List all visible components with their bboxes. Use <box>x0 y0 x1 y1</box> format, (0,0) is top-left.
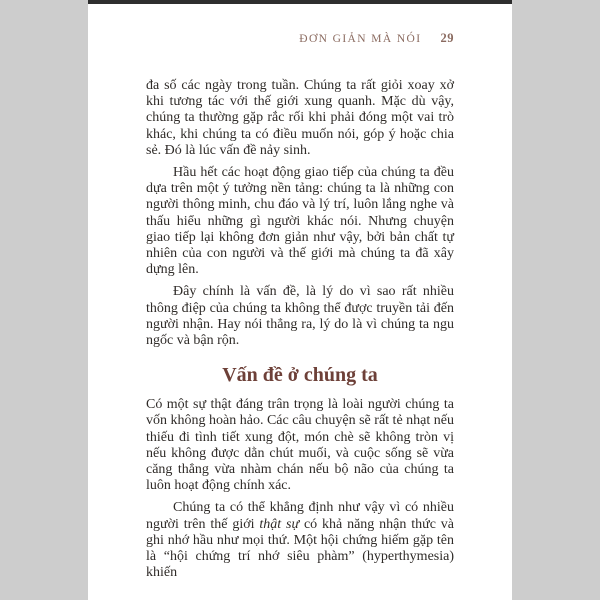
paragraph: Có một sự thật đáng trân trọng là loài người chúng ta vốn không hoàn hảo. Các câu chuyện sẽ rất tẻ nhạt nếu thiếu đi tình tiết xung đột, món chè sẽ không tròn vị nếu không được dằn chút muối, và cuộc sống sẽ vừa căng thẳng vừa nhàm chán nếu bộ não của chúng ta luôn hoạt động chính xác. <box>146 397 454 494</box>
paragraph: Đây chính là vấn đề, là lý do vì sao rất nhiều thông điệp của chúng ta không thể được truyền tải đến người nhận. Hay nói thẳng ra, lý do là vì chúng ta ngu ngốc và bận rộn. <box>146 284 454 349</box>
paragraph-segment-italic: thật sự <box>259 516 300 532</box>
running-title: ĐƠN GIẢN MÀ NÓI <box>299 33 422 45</box>
book-page <box>88 0 512 600</box>
running-header <box>146 31 454 46</box>
paragraph-segment: Chúng ta có thể khẳng định như vậy vì có nhiều người trên thế giới <box>146 500 454 532</box>
paragraph-segment: có khả năng nhận thức và ghi nhớ hầu như mọi thứ. Một hội chứng hiếm gặp tên là “hội chứng trí nhớ siêu phàm” (hyperthymesia) khiến <box>146 516 454 581</box>
text-block <box>146 78 454 581</box>
section-heading: Vấn đề ở chúng ta <box>222 364 378 387</box>
paragraph <box>146 500 454 581</box>
page-top-edge <box>88 0 512 4</box>
paragraph: đa số các ngày trong tuần. Chúng ta rất giỏi xoay xở khi tương tác với thế giới xung quanh. Mặc dù vậy, chúng ta thường gặp rắc rối khi phải đóng một vai trò khác, khi chúng ta có điều muốn nói, góp ý hoặc chia sẻ. Đó là lúc vấn đề nảy sinh. <box>146 78 454 158</box>
paragraph: Hầu hết các hoạt động giao tiếp của chúng ta đều dựa trên một ý tưởng nền tảng: chúng ta là những con người thông minh, chu đáo và lý trí, luôn lắng nghe và thấu hiểu những gì người khác nói. Nhưng chuyện giao tiếp lại không đơn giản như vậy, bởi bản chất tự nhiên của con người và thế giới mà chúng ta đã xây dựng lên. <box>146 165 454 278</box>
page-number: 29 <box>440 31 454 45</box>
